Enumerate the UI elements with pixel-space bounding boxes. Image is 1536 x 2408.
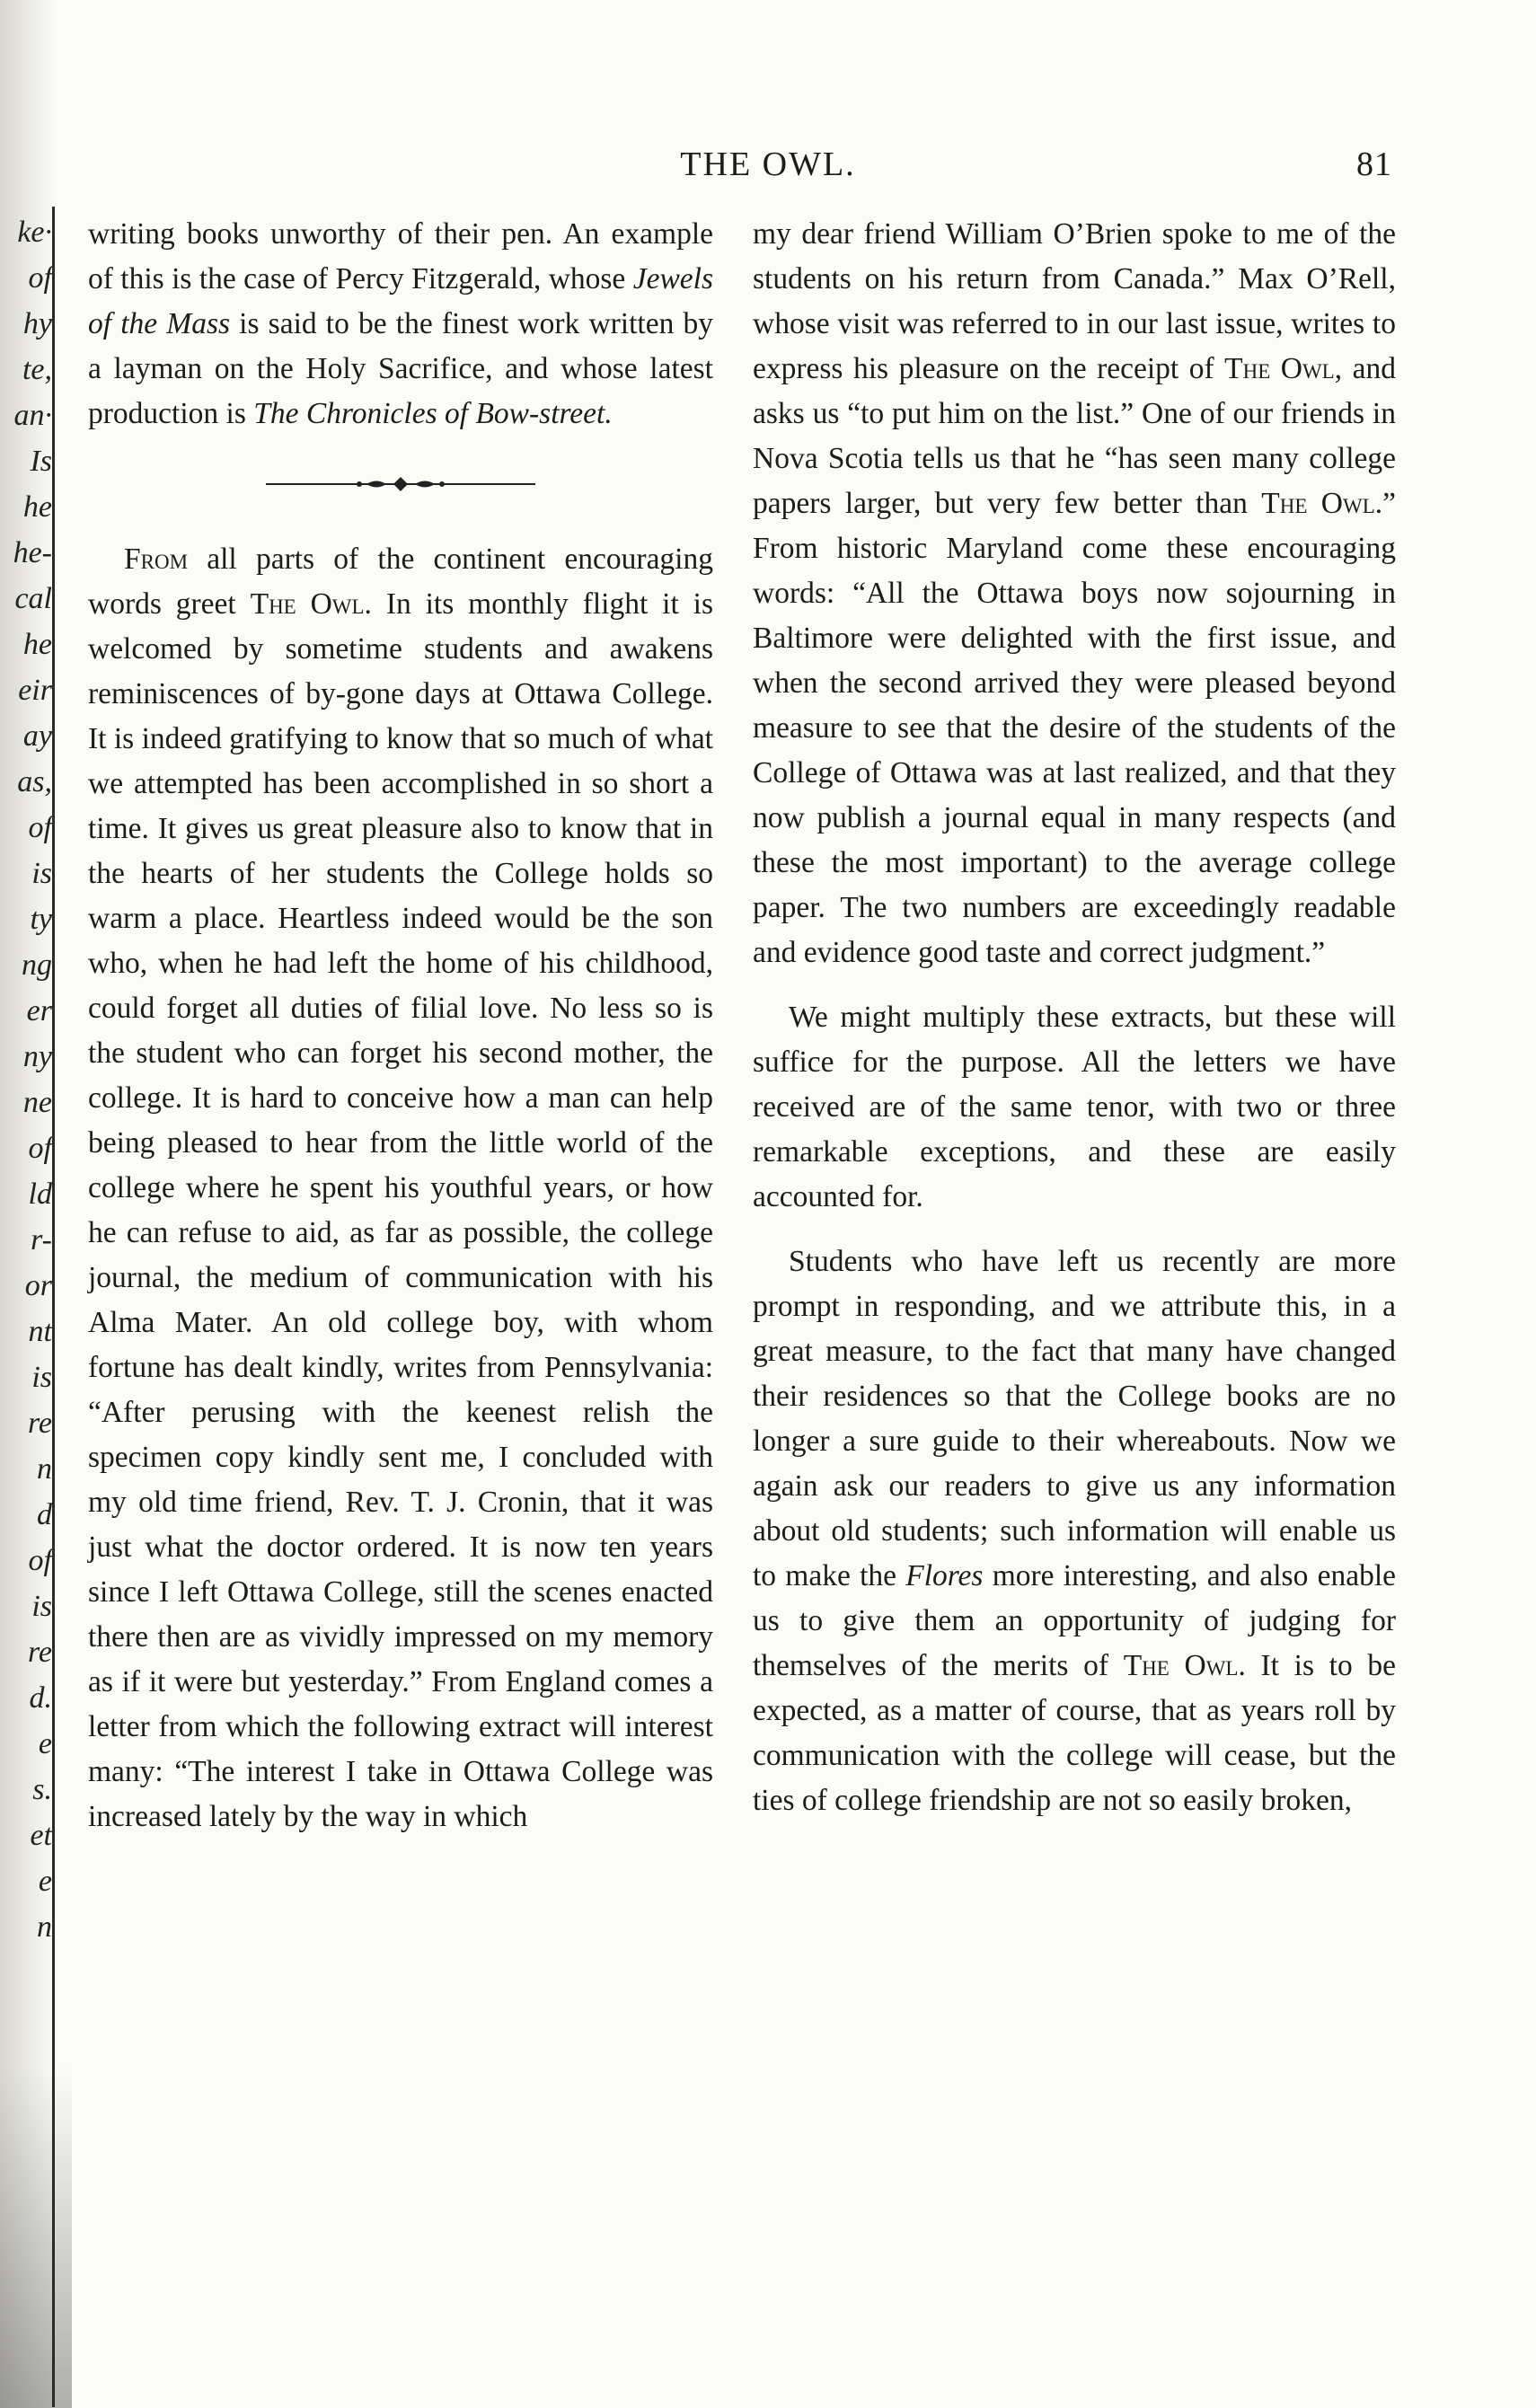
publication-name: The Owl, (1224, 352, 1343, 385)
text-run: all parts of the continent encouraging words greet (88, 542, 713, 621)
margin-fragment: ay (22, 719, 52, 753)
margin-fragment: d (37, 1498, 52, 1531)
margin-fragment: e (38, 1727, 52, 1760)
margin-fragment: eir (18, 674, 52, 707)
text-run: more interesting, and also enable us to give them an opportunity of judging for themselves of the merits of (753, 1559, 1396, 1682)
binding-shadow (0, 2066, 72, 2408)
margin-fragment: Is (30, 445, 52, 478)
margin-fragment: ne (22, 1086, 52, 1119)
margin-fragment: he (22, 490, 52, 524)
text-run: In its monthly flight it is welcomed by sometime students and awakens reminiscences of by-gone days at Ottawa College. It is indeed gratifying to know that so much of what we attempted has been accomplished in so short a time. It gives us great pleasure also to know that in the hearts of her students the College holds so warm a place. Heartless indeed would be the son who, when he had left the home of his childhood, could forget all duties of filial love. No less so is the student who can forget his second mother, the college. It is hard to conceive how a man can help being pleased to hear from the little world of the college where he spent his youthful years, or how he can refuse to aid, as far as possible, the college journal, the medium of communication with his Alma Mater. An old college boy, with whom fortune has dealt kindly, writes from Pennsylvania: “After perusing with the keenest relish the specimen copy kindly sent me, I concluded with my old time friend, Rev. T. J. Cronin, that it was just what the doctor ordered. It is now ten years since I left Ottawa College, still the scenes enacted there then are as vividly impressed on my memory as if it were but yesterday.” From England comes a letter from which the following extract will interest many: “The interest I take in Ottawa College was increased lately by the way in which (88, 587, 713, 1833)
margin-fragment: as, (17, 765, 52, 798)
text-run: writing books unworthy of their pen. An example of this is the case of Percy Fitzgerald, whose (88, 217, 713, 295)
right-paragraph-1 (753, 212, 1396, 975)
margin-fragment: n (37, 1910, 52, 1944)
margin-fragment: is (31, 1590, 52, 1623)
margin-fragment: nt (28, 1315, 52, 1348)
text-run: is said to be the finest work written by a layman on the Holy Sacrifice, and whose latest production is (88, 307, 713, 430)
margin-fragment: hy (22, 307, 52, 340)
margin-fragment: re (27, 1636, 52, 1669)
previous-page-text-fragments (0, 209, 52, 1950)
margin-fragment: of (28, 811, 52, 844)
margin-fragment: of (28, 1132, 52, 1165)
margin-fragment: is (31, 857, 52, 890)
margin-fragment: is (31, 1361, 52, 1394)
publication-name: The Owl. (250, 587, 372, 621)
publication-section-flores: Flores (905, 1559, 984, 1592)
margin-fragment: he (22, 628, 52, 661)
margin-fragment: an· (13, 399, 52, 432)
publication-name: The Owl. (1123, 1649, 1246, 1682)
margin-fragment: he- (13, 536, 52, 569)
right-column (753, 212, 1396, 1823)
text-run: Students who have left us recently are more prompt in responding, and we attribute this, in a great measure, to the fact that many have changed their residences so that the College books are no longer a sure guide to their whereabouts. Now we again ask our readers to give us any information about old students; such information will enable us to make the (753, 1245, 1396, 1592)
margin-fragment: ny (22, 1040, 52, 1073)
margin-fragment: ke· (17, 216, 52, 249)
margin-fragment: d. (29, 1681, 52, 1715)
running-title: THE OWL. (680, 146, 856, 183)
left-paragraph-2 (88, 537, 713, 1839)
right-paragraph-2: We might multiply these extracts, but these will suffice for the purpose. All the letters we have received are of the same tenor, with two or three remarkable exceptions, and these are easily accounted for. (753, 1001, 1396, 1213)
binding-edge (52, 207, 55, 2407)
text-run: my dear friend William O’Brien spoke to me of the students on his return from Canada.” Max O’Rell, whose visit was referred to in our last issue, writes to express his pleasure on the receipt of (753, 217, 1396, 385)
margin-fragment: or (24, 1269, 52, 1302)
margin-fragment: ld (28, 1178, 52, 1211)
margin-fragment: of (28, 1544, 52, 1577)
margin-fragment: te, (22, 353, 52, 386)
margin-fragment: er (26, 994, 52, 1028)
margin-fragment: ng (22, 948, 52, 982)
text-run: ” From historic Maryland come these encouraging words: “All the Ottawa boys now sojourning in Baltimore were delighted with the first issue, and when the second arrived they were pleased beyond measure to see that the desire of the students of the College of Ottawa was at last realized, and that they now publish a journal equal in many respects (and these the most important) to the average college paper. The two numbers are exceedingly readable and evidence good taste and correct judgment.” (753, 487, 1397, 969)
text-run: It is to be expected, as a matter of course, that as years roll by communication with the college will cease, but the ties of college friendship are not so easily broken, (753, 1649, 1397, 1817)
page-header (0, 144, 1536, 185)
lead-word: From (124, 542, 189, 576)
margin-fragment: re (27, 1407, 52, 1440)
margin-fragment: ty (30, 903, 52, 936)
margin-fragment: cal (14, 582, 52, 615)
right-paragraph-3 (753, 1239, 1396, 1823)
left-column (88, 212, 713, 1839)
margin-fragment: s. (32, 1773, 52, 1806)
book-title-jewels-of-the-mass: Jewels of the Mass (88, 262, 713, 340)
text-run: and asks us “to put him on the list.” One of our friends in Nova Scotia tells us that he “has seen many college papers larger, but very few better than (753, 352, 1396, 520)
publication-name: The Owl. (1261, 487, 1383, 520)
margin-fragment: of (28, 261, 52, 295)
margin-fragment: e (38, 1865, 52, 1898)
page-number: 81 (1356, 146, 1392, 183)
margin-fragment: r- (31, 1223, 52, 1257)
left-paragraph-1 (88, 212, 713, 437)
book-title-chronicles-of-bow-street: The Chronicles of Bow-street. (253, 397, 613, 430)
margin-fragment: et (30, 1819, 52, 1852)
decorative-divider (266, 472, 535, 494)
margin-fragment: n (37, 1452, 52, 1486)
